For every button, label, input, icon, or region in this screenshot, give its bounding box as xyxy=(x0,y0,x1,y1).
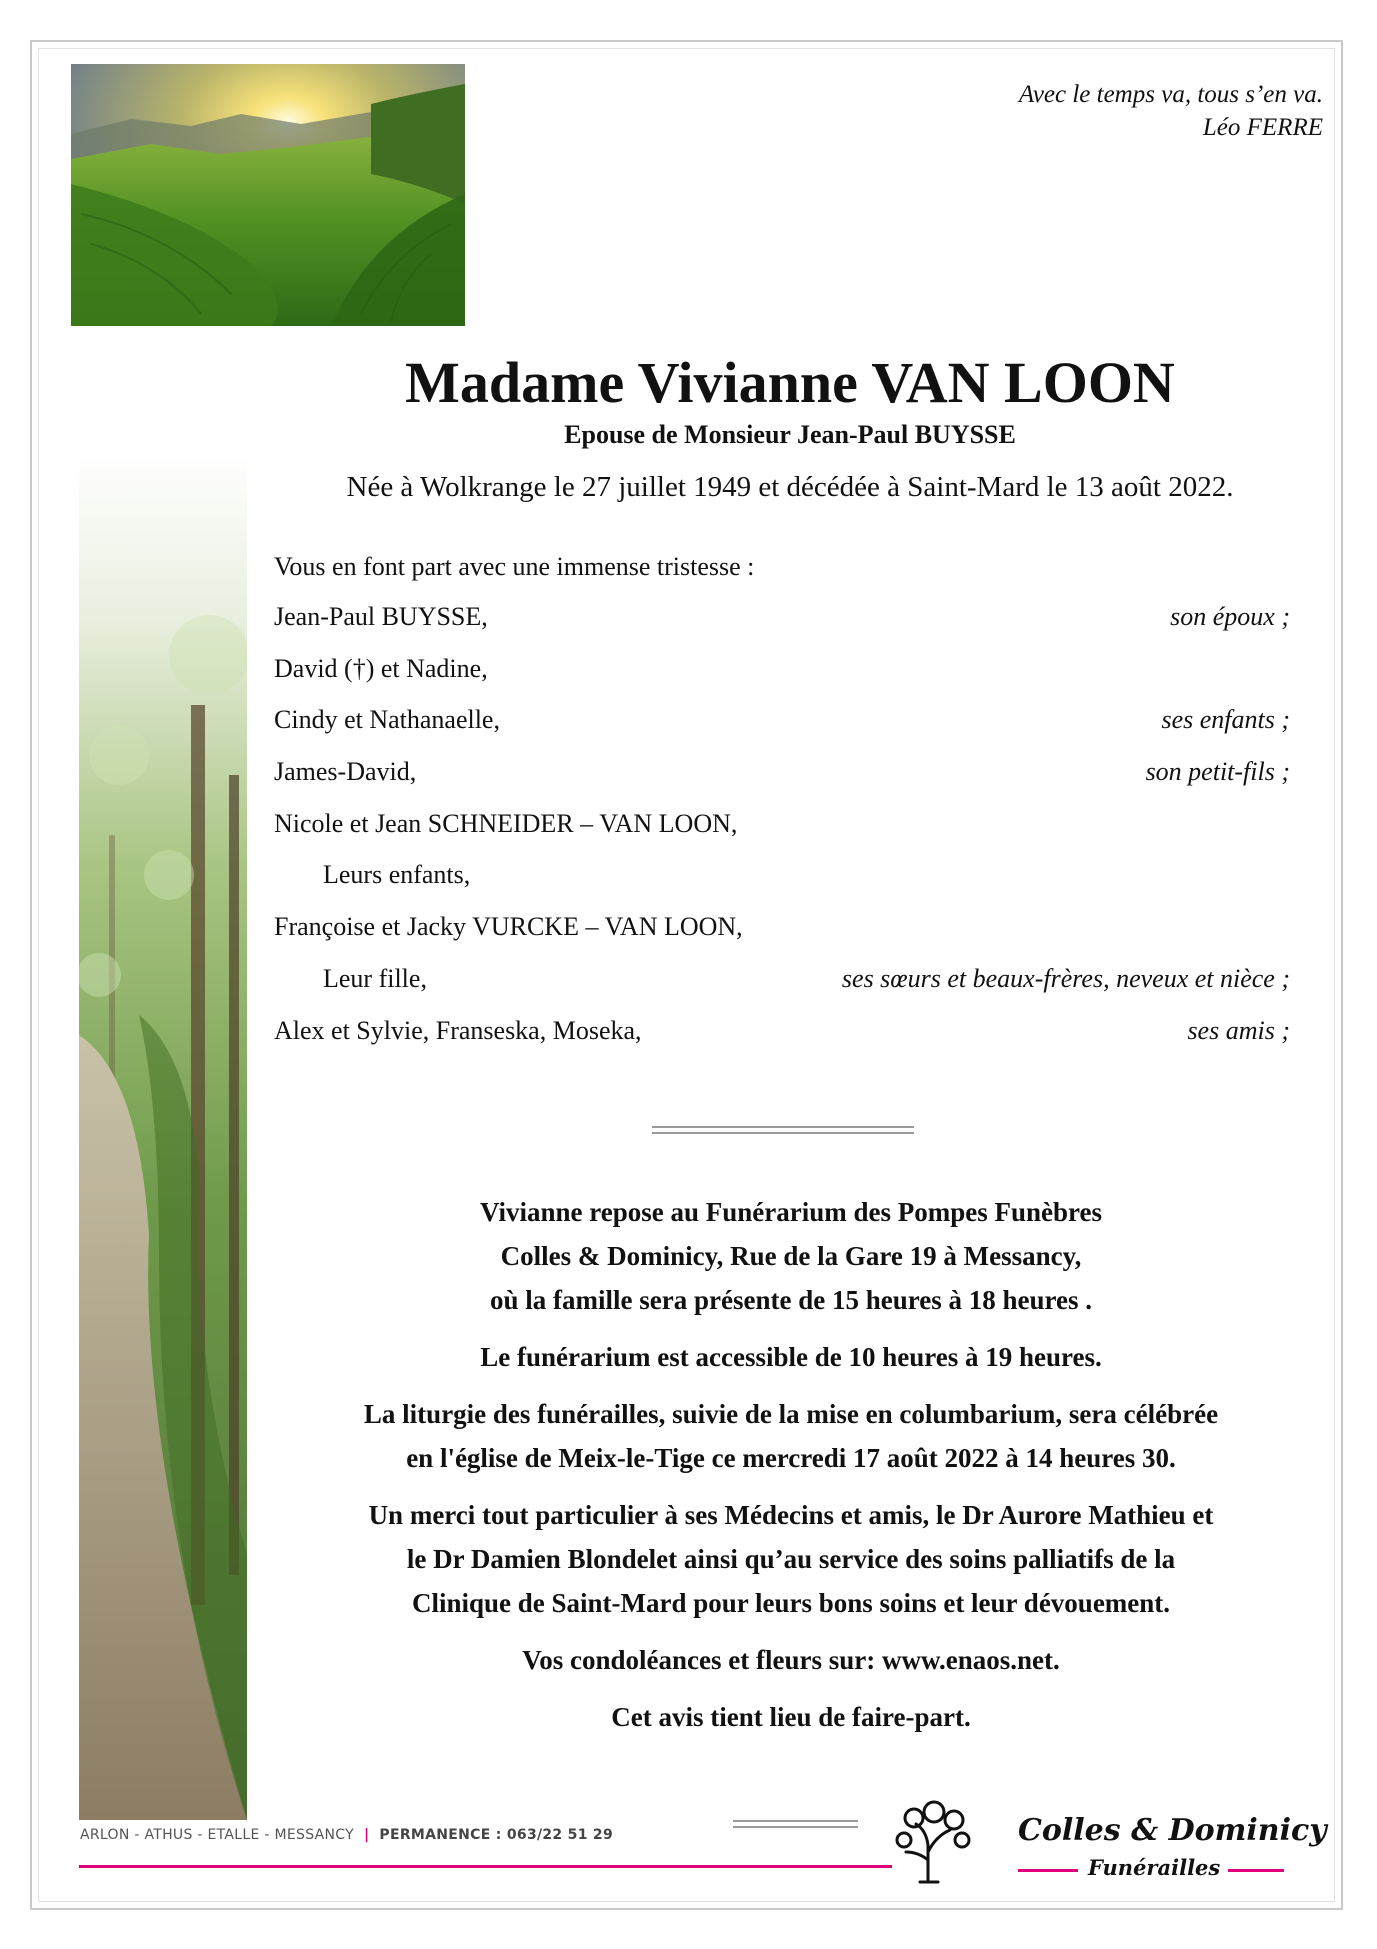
notice-rest-location xyxy=(262,1190,1320,1322)
footer-permanence: PERMANENCE : 063/22 51 29 xyxy=(379,1827,613,1843)
family-row xyxy=(274,652,1290,704)
notice-line: Vivianne repose au Funérarium des Pompes Funèbres xyxy=(479,1197,1102,1227)
notice-condolences: Vos condoléances et fleurs sur: www.enaos.net. xyxy=(522,1645,1060,1675)
family-member: David (†) et Nadine, xyxy=(274,653,488,683)
family-relation: son époux ; xyxy=(1170,602,1290,631)
family-row xyxy=(274,910,1290,962)
brand-accent-left xyxy=(1018,1869,1078,1872)
notice-line: Colles & Dominicy, Rue de la Gare 19 à Messancy, xyxy=(500,1241,1082,1271)
funeral-notice xyxy=(262,1190,1320,1752)
family-row xyxy=(274,962,1290,1014)
family-row xyxy=(274,807,1290,859)
footer-locations: ARLON - ATHUS - ETALLE - MESSANCY xyxy=(80,1827,354,1843)
brand-accent-right xyxy=(1228,1869,1284,1872)
spouse-line: Epouse de Monsieur Jean-Paul BUYSSE xyxy=(564,420,1016,449)
notice-announcement: Cet avis tient lieu de faire-part. xyxy=(611,1702,971,1732)
footer-gray-divider xyxy=(733,1820,858,1828)
notice-line: Un merci tout particulier à ses Médecins et amis, le Dr Aurore Mathieu et xyxy=(368,1500,1214,1530)
notice-thanks xyxy=(262,1493,1320,1625)
tree-logo-icon xyxy=(890,1790,990,1890)
section-divider xyxy=(652,1126,914,1134)
family-row xyxy=(274,600,1290,652)
brand-subtitle: Funérailles xyxy=(1088,1855,1221,1880)
deceased-name: Madame Vivianne VAN LOON xyxy=(405,350,1175,415)
footer-contact xyxy=(80,1827,613,1843)
brand-name: Colles & Dominicy xyxy=(1018,1813,1327,1848)
family-intro: Vous en font part avec une immense tristesse : xyxy=(274,552,755,581)
family-relation: ses amis ; xyxy=(1187,1015,1290,1045)
quote-text: Avec le temps va, tous s’en va. xyxy=(1018,81,1323,108)
family-row xyxy=(274,703,1290,755)
notice-line: en l'église de Meix-le-Tige ce mercredi 17 août 2022 à 14 heures 30. xyxy=(406,1443,1176,1473)
family-list xyxy=(274,600,1290,1065)
family-member: Leur fille, xyxy=(323,963,427,993)
epigraph-quote xyxy=(803,78,1323,144)
landscape-photo xyxy=(71,64,465,326)
family-row xyxy=(274,1014,1290,1066)
family-member: Leurs enfants, xyxy=(323,860,471,890)
family-member: Cindy et Nathanaelle, xyxy=(274,705,500,735)
family-relation: ses enfants ; xyxy=(1161,705,1290,735)
notice-line: où la famille sera présente de 15 heures à 18 heures . xyxy=(490,1285,1092,1315)
family-member: Alex et Sylvie, Franseska, Moseka, xyxy=(274,1015,642,1045)
footer-divider: | xyxy=(363,1827,370,1843)
family-row xyxy=(274,858,1290,910)
notice-line: le Dr Damien Blondelet ainsi qu’au service des soins palliatifs de la xyxy=(406,1544,1176,1574)
notice-opening-hours: Le funérarium est accessible de 10 heures à 19 heures. xyxy=(480,1342,1102,1372)
family-member: Nicole et Jean SCHNEIDER – VAN LOON, xyxy=(274,808,738,838)
family-member: Françoise et Jacky VURCKE – VAN LOON, xyxy=(274,912,743,942)
family-relation: son petit-fils ; xyxy=(1145,757,1290,787)
birth-death-line: Née à Wolkrange le 27 juillet 1949 et décédée à Saint-Mard le 13 août 2022. xyxy=(346,471,1234,503)
family-member: James-David, xyxy=(274,757,417,787)
family-member: Jean-Paul BUYSSE, xyxy=(274,602,488,631)
forest-path-photo xyxy=(79,455,247,1820)
family-relation: ses sœurs et beaux-frères, neveux et nièce ; xyxy=(841,963,1290,993)
notice-line: Clinique de Saint-Mard pour leurs bons soins et leur dévouement. xyxy=(411,1588,1171,1618)
footer-accent-line xyxy=(79,1865,892,1868)
notice-liturgy xyxy=(262,1392,1320,1480)
quote-author: Léo FERRE xyxy=(1202,114,1323,141)
family-row xyxy=(274,755,1290,807)
notice-line: La liturgie des funérailles, suivie de la mise en columbarium, sera célébrée xyxy=(363,1399,1219,1429)
